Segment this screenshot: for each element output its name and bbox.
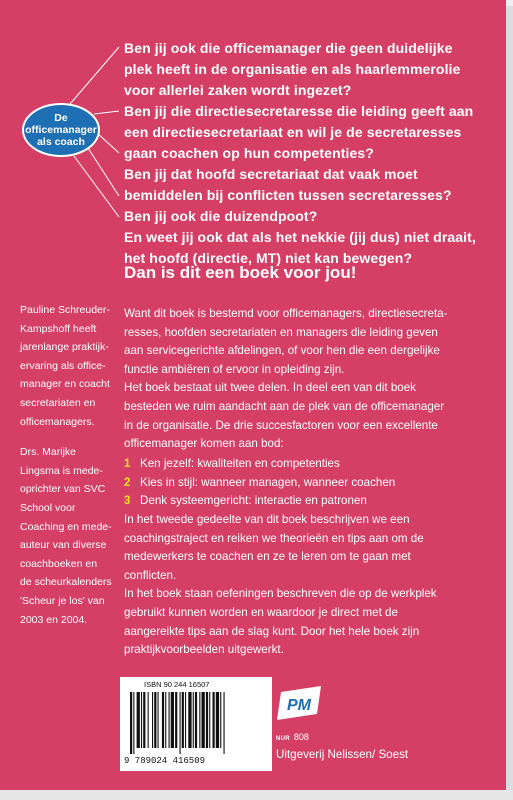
- question-line: gaan coachen op hun competenties?: [124, 145, 374, 161]
- bio-line: secretariaten en: [20, 396, 96, 409]
- barcode-bar: [148, 692, 149, 748]
- barcode-bar: [152, 692, 153, 748]
- barcode-bar: [202, 692, 205, 748]
- question-line: Ben jij ook die officemanager die geen duidelijke: [124, 40, 453, 56]
- question-line: het hoofd (directie, MT) niet kan bewegen?: [124, 250, 413, 266]
- bio-line: Pauline Schreuder-: [20, 304, 110, 316]
- barcode-bar: [162, 692, 164, 748]
- barcode-bar: [224, 692, 225, 754]
- barcode-bar: [165, 692, 166, 748]
- barcode-bar: [216, 692, 219, 748]
- barcode-bar: [180, 692, 181, 754]
- bio-line: manager en coacht: [20, 378, 110, 391]
- nur-value: 808: [293, 732, 309, 742]
- body-line: resses, hoofden secretariaten en managers die leiding geven: [124, 325, 438, 339]
- barcode-bar: [193, 692, 194, 748]
- list-text: Denk systeemgericht: interactie en patronen: [140, 494, 367, 508]
- nur-label: NUR: [276, 736, 290, 742]
- barcode-bar: [141, 692, 142, 748]
- question-line: Ben jij die directiesecretaresse die leiding geeft aan: [124, 103, 474, 119]
- question-2: [124, 101, 473, 164]
- body-line: In het tweede gedeelte van dit boek beschrijven we een: [124, 513, 410, 526]
- description-intro: [124, 305, 448, 454]
- barcode-bars: [130, 692, 262, 754]
- barcode-bar: [182, 692, 184, 748]
- list-text: Kies in stijl: wanneer managen, wanneer coachen: [140, 475, 396, 489]
- list-item: [124, 474, 395, 493]
- barcode-bar: [130, 692, 132, 754]
- bio-line: officemanagers.: [20, 415, 95, 428]
- bio-line: Drs. Marijke: [20, 446, 77, 459]
- body-line: Het boek bestaat uit twee delen. In deel een van dit boek: [124, 381, 416, 395]
- barcode-bar: [137, 692, 140, 748]
- title-badge: [22, 103, 100, 157]
- barcode-bar: [143, 692, 145, 748]
- barcode-bar: [199, 692, 200, 748]
- list-text: Ken jezelf: kwaliteiten en competenties: [140, 457, 340, 470]
- question-line: bemiddelen bij conflicten tussen secretaresses?: [124, 187, 452, 203]
- nur-code: [276, 732, 309, 742]
- author-bio: [20, 301, 112, 629]
- badge-line: De: [54, 112, 68, 124]
- question-line: een directiesecretariaat en wil je de secretaresses: [124, 124, 462, 140]
- bio-line: 'Scheur je los' van: [20, 594, 105, 607]
- bio-line: jarenlange praktijk-: [20, 341, 109, 354]
- body-line: Want dit boek is bestemd voor officemanagers, directiesecreta-: [124, 307, 448, 320]
- barcode-bar: [213, 692, 215, 748]
- bio-line: Kampshoff heeft: [20, 322, 97, 335]
- barcode-bar: [175, 692, 177, 748]
- barcode-bar: [188, 692, 191, 748]
- bio-line: oprichter van SVC: [20, 483, 106, 496]
- logo-text: PM: [287, 697, 311, 714]
- question-line: Ben jij ook die duizendpoot?: [124, 208, 318, 224]
- barcode-bar: [209, 692, 210, 748]
- question-line: voor allerlei zaken wordt ingezet?: [124, 82, 352, 98]
- body-line: aangereikte tips aan de slag kunt. Door het hele boek zijn: [124, 624, 420, 638]
- bio-line: School voor: [20, 501, 76, 514]
- body-line: coachingstraject en reiken we theorieën en tips aan om de: [124, 531, 424, 545]
- question-line: En weet jij ook dat als het nekkie (jij dus) niet draait,: [124, 229, 476, 245]
- bio-line: Coaching en mede-: [20, 520, 112, 533]
- publisher-name: Uitgeverij Nelissen/ Soest: [276, 748, 409, 761]
- bio-line: 2003 en 2004.: [20, 613, 88, 626]
- publisher-logo: [277, 686, 325, 720]
- body-line: functie ambiëren of ervoor in opleiding zijn.: [124, 362, 345, 376]
- barcode-bar: [220, 692, 221, 748]
- bio-line: ervaring als office-: [20, 359, 106, 372]
- isbn-text: ISBN 90 244 16507: [144, 680, 210, 689]
- body-line: gebruikt kunnen worden en waardoor je direct met de: [124, 605, 398, 619]
- bio-line: auteur van diverse: [20, 539, 107, 552]
- list-item: [124, 455, 395, 474]
- list-item: [124, 492, 395, 511]
- body-line: officemanager komen aan bod:: [124, 437, 284, 451]
- barcode-bar: [171, 692, 174, 748]
- barcode-bar: [133, 692, 134, 754]
- body-line: medewerkers te coachen en ze te leren om te gaan met: [124, 550, 411, 564]
- body-line: conflicten.: [124, 568, 177, 582]
- body-line: praktijkvoorbeelden uitgewerkt.: [124, 643, 284, 657]
- list-number: 2: [124, 475, 131, 489]
- question-5: [124, 206, 476, 269]
- barcode-bar: [185, 692, 186, 748]
- bio-line: coachboeken en: [20, 557, 98, 570]
- badge-line: als coach: [37, 136, 85, 148]
- bio-line: de scheurkalenders: [20, 576, 112, 589]
- tagline: Dan is dit een boek voor jou!: [124, 263, 357, 282]
- badge-line: officemanager: [25, 124, 97, 136]
- barcode-bar: [169, 692, 170, 748]
- barcode-bar: [195, 692, 197, 748]
- question-1: [124, 38, 460, 101]
- body-line: besteden we ruim aandacht aan de plek van de officemanager: [124, 399, 445, 413]
- question-line: Ben jij dat hoofd secretariaat dat vaak moet: [124, 166, 418, 182]
- ean-digits: 9 789024 416509: [124, 756, 206, 766]
- bio-spacer: [20, 431, 112, 443]
- barcode-bar: [206, 692, 208, 748]
- body-line: in de organisatie. De drie succesfactoren voor een excellente: [124, 418, 438, 432]
- success-factors-list: [124, 455, 395, 511]
- question-line: plek heeft in de organisatie en als haarlemmerolie: [124, 61, 461, 77]
- bio-line: Lingsma is mede-: [20, 464, 103, 477]
- body-line: In het boek staan oefeningen beschreven die op de werkplek: [124, 587, 437, 601]
- list-number: 3: [124, 494, 131, 508]
- barcode-bar: [154, 692, 156, 748]
- barcode-box: [120, 677, 272, 771]
- body-line: aan servicegerichte afdelingen, of voor hen die een dergelijke: [124, 344, 440, 358]
- description-rest: [124, 511, 437, 660]
- list-number: 1: [124, 457, 131, 470]
- barcode-bar: [158, 692, 159, 748]
